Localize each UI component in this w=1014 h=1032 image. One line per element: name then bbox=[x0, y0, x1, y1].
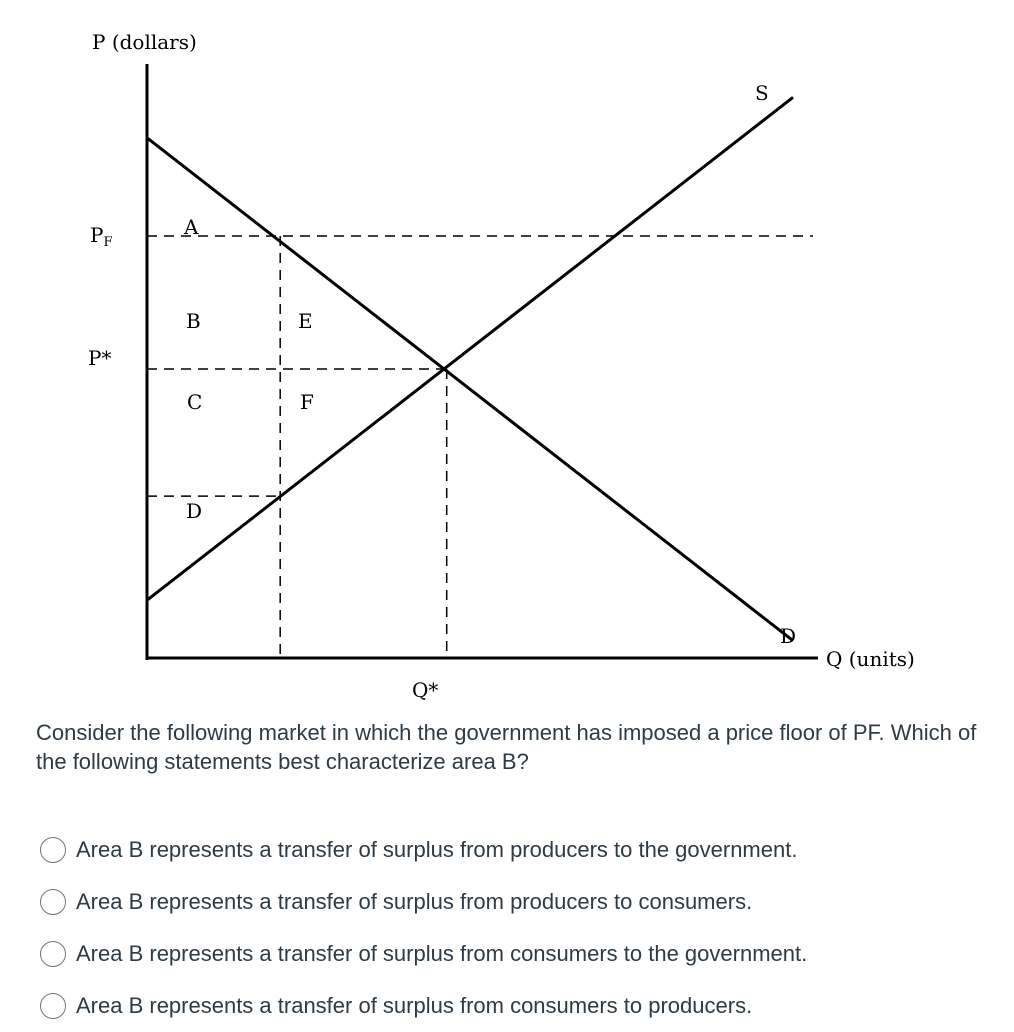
area-d-label: D bbox=[186, 499, 203, 523]
y-axis-label: P (dollars) bbox=[92, 30, 197, 54]
answer-option-label: Area B represents a transfer of surplus from consumers to producers. bbox=[76, 993, 753, 1018]
x-axis-label: Q (units) bbox=[826, 647, 915, 671]
answer-option-1[interactable] bbox=[40, 824, 1000, 876]
answer-option-3[interactable] bbox=[40, 928, 1000, 980]
radio-button-icon[interactable] bbox=[40, 993, 66, 1019]
question-text: Consider the following market in which the government has imposed a price floor of PF. Which of the following statements best characterize area B? bbox=[36, 720, 977, 774]
radio-button-icon[interactable] bbox=[40, 941, 66, 967]
answer-option-label: Area B represents a transfer of surplus from producers to the government. bbox=[76, 837, 798, 862]
answer-option-2[interactable] bbox=[40, 876, 1000, 928]
supply-curve bbox=[147, 97, 793, 600]
equilibrium-quantity-label: Q* bbox=[412, 678, 439, 702]
equilibrium-price-label: P* bbox=[88, 346, 112, 370]
supply-curve-label: S bbox=[755, 81, 769, 105]
answer-options bbox=[40, 824, 1000, 1032]
area-b-label: B bbox=[186, 309, 201, 333]
area-c-label: C bbox=[187, 390, 203, 414]
area-f-label: F bbox=[300, 390, 314, 414]
price-floor-label: $P_F$ bbox=[90, 223, 113, 251]
answer-option-4[interactable] bbox=[40, 980, 1000, 1032]
radio-button-icon[interactable] bbox=[40, 889, 66, 915]
radio-button-icon[interactable] bbox=[40, 837, 66, 863]
demand-curve-label: D bbox=[780, 624, 797, 648]
answer-option-label: Area B represents a transfer of surplus from consumers to the government. bbox=[76, 941, 808, 966]
answer-option-label: Area B represents a transfer of surplus from producers to consumers. bbox=[76, 889, 753, 914]
area-a-label: A bbox=[184, 215, 199, 239]
demand-curve bbox=[147, 138, 793, 641]
area-e-label: E bbox=[298, 309, 313, 333]
